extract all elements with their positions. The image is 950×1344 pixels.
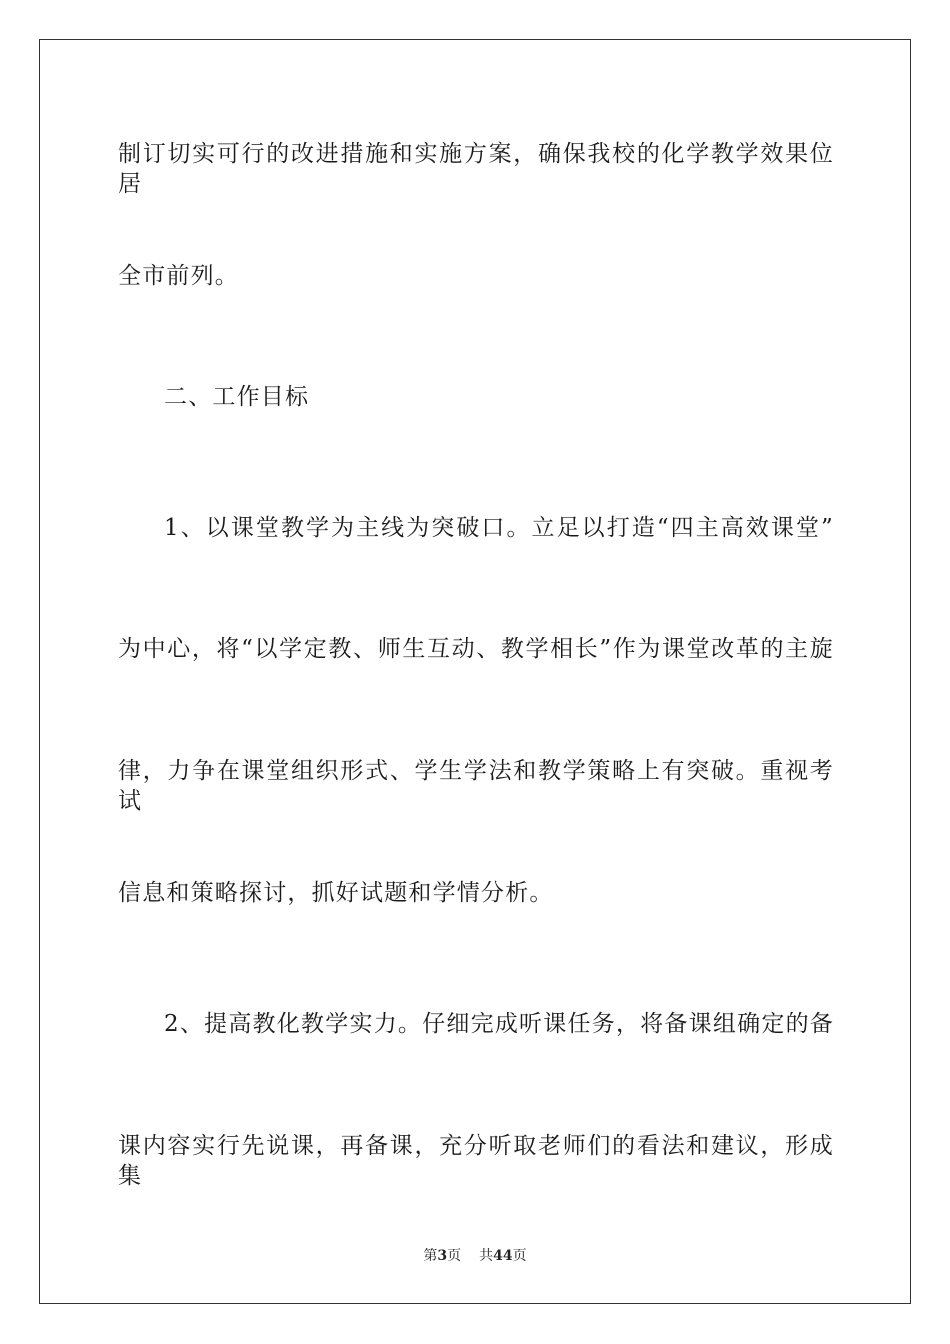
text-line-9: 课内容实行先说课，再备课，充分听取老师们的看法和建议，形成集: [118, 1133, 834, 1189]
text-line-8: 2、提高教化教学实力。仔细完成听课任务，将备课组确定的备: [164, 1011, 834, 1037]
text-line-1: 制订切实可行的改进措施和实施方案，确保我校的化学教学效果位居: [118, 141, 834, 197]
text-line-5: 为中心，将“以学定教、师生互动、教学相长”作为课堂改革的主旋: [118, 636, 834, 662]
footer-total-prefix: 共: [479, 1248, 494, 1264]
footer-total-suffix: 页: [512, 1248, 527, 1264]
text-line-6: 律，力争在课堂组织形式、学生学法和教学策略上有突破。重视考试: [118, 758, 834, 814]
footer-page-prefix: 第: [423, 1248, 438, 1264]
section-heading: 二、工作目标: [164, 384, 310, 410]
footer-page-number: 3: [437, 1248, 448, 1264]
text-line-2: 全市前列。: [118, 263, 239, 289]
text-line-7: 信息和策略探讨，抓好试题和学情分析。: [118, 880, 554, 906]
footer-page-suffix: 页: [447, 1248, 462, 1264]
page-footer: [0, 1247, 950, 1265]
text-line-4: 1、以课堂教学为主线为突破口。立足以打造“四主高效课堂”: [164, 515, 834, 541]
page-border: [39, 39, 911, 1304]
footer-total-pages: 44: [493, 1248, 513, 1264]
